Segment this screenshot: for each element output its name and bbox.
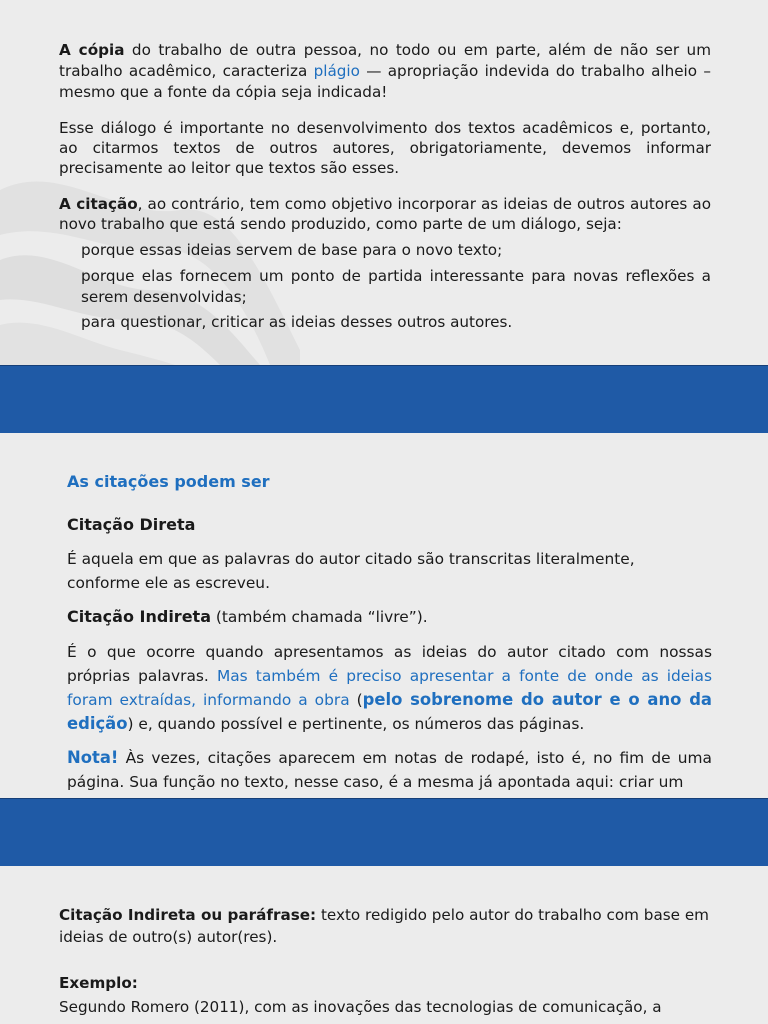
paragraph-citacao [59, 194, 711, 234]
indireta-text-bold-blue: pelo sobrenome do autor e o ano da edição [67, 690, 712, 733]
blue-divider-band [0, 365, 768, 434]
list-item: porque essas ideias servem de base para o novo texto; [81, 241, 503, 259]
paragraph-copia [59, 40, 711, 103]
direta-title: Citação Direta [67, 515, 196, 534]
parafrase-bold: Citação Indireta ou paráfrase: [59, 906, 317, 924]
parafrase-definition [59, 904, 711, 948]
citacao-bold: A citação [59, 195, 138, 213]
indireta-text-a: É o que ocorre quando apresentamos as ideias do autor citado com nossas próprias palavras. [67, 643, 712, 685]
citacao-text: , ao contrário, tem como objetivo incorporar as ideias de outros autores ao novo trabalho que está sendo produzido, como parte de um diálogo, seja: [59, 195, 711, 233]
indireta-title: Citação Indireta [67, 607, 211, 626]
plagio-link[interactable]: plágio [313, 62, 360, 80]
indireta-text-blue: Mas também é preciso apresentar a fonte de onde as ideias foram extraídas, informando a obra [67, 667, 713, 709]
indireta-sub: (também chamada “livre”). [210, 608, 428, 626]
section-heading: As citações podem ser [67, 472, 270, 491]
slide-parafrase [0, 866, 768, 1024]
slide-tipos-citacao [0, 433, 768, 798]
paragraph-dialogo: Esse diálogo é importante no desenvolvimento dos textos acadêmicos e, portanto, ao citarmos textos de outros autores, obrigatoriamente, devemos informar precisamente ao leitor que textos são esses. [59, 119, 711, 177]
exemplo-label: Exemplo: [59, 974, 138, 992]
copia-text-a: do trabalho de outra pessoa, no todo ou em parte, além de não ser um trabalho acadêmico, caracteriza [59, 41, 711, 80]
indireta-text-b: ( [349, 691, 363, 709]
copia-text-b: — apropriação indevida do trabalho alheio – mesmo que a fonte da cópia seja indicada! [59, 62, 711, 101]
indireta-text [67, 640, 712, 736]
parafrase-text: texto redigido pelo autor do trabalho com base em ideias de outro(s) autor(res). [59, 906, 709, 946]
indireta-heading [67, 606, 428, 628]
copia-bold: A cópia [59, 41, 125, 59]
nota-text: Às vezes, citações aparecem em notas de rodapé, isto é, no fim de uma página. Sua função no texto, nesse caso, é a mesma já apontada aqui: criar um [67, 749, 712, 791]
list-item: para questionar, criticar as ideias desses outros autores. [81, 313, 513, 331]
nota-paragraph [67, 746, 712, 794]
indireta-text-c: ) e, quando possível e pertinente, os números das páginas. [127, 715, 585, 733]
exemplo-text: Segundo Romero (2011), com as inovações das tecnologias de comunicação, a [59, 998, 662, 1016]
list-item: porque elas fornecem um ponto de partida interessante para novas reflexões a serem desenvolvidas; [81, 267, 711, 306]
direta-text: É aquela em que as palavras do autor citado são transcritas literalmente, conforme ele as escreveu. [67, 550, 635, 592]
nota-label: Nota! [67, 748, 119, 767]
blue-divider-band [0, 798, 768, 867]
slide-plagio [0, 0, 768, 365]
